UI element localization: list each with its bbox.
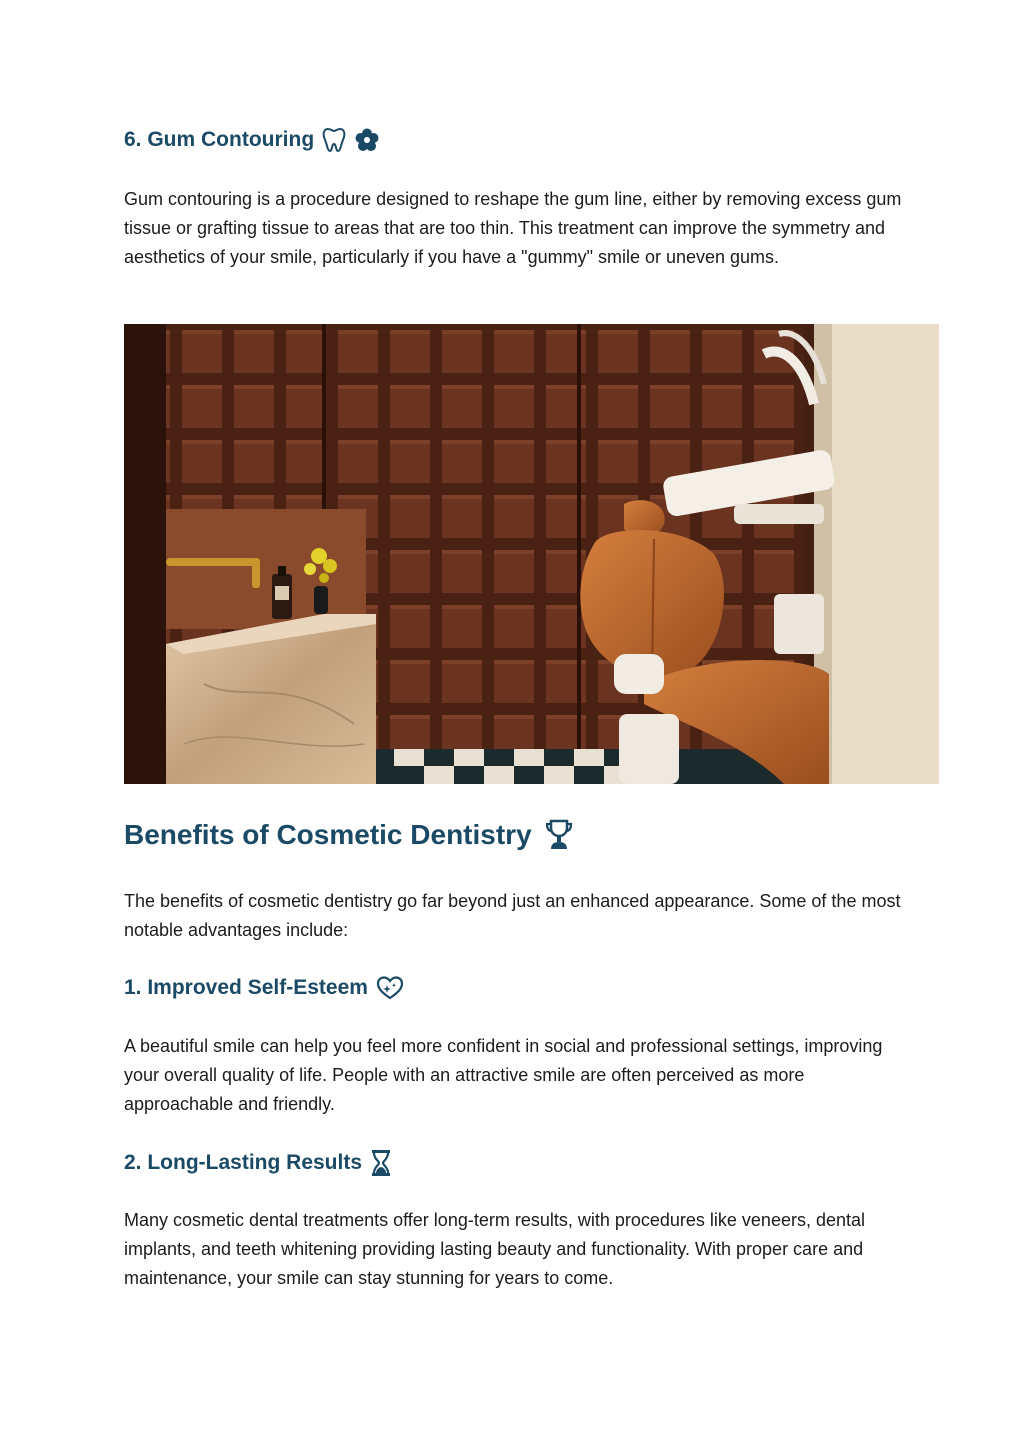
gum-contouring-heading	[124, 127, 380, 153]
dental-clinic-photo	[124, 324, 939, 784]
long-lasting-title: 2. Long-Lasting Results	[124, 1151, 363, 1174]
trophy-icon	[544, 818, 574, 852]
benefits-heading	[124, 818, 574, 852]
gum-contouring-title: 6. Gum Contouring	[124, 128, 315, 151]
gum-contouring-paragraph: Gum contouring is a procedure designed to reshape the gum line, either by removing excess gum tissue or grafting tissue to areas that are too thin. This treatment can improve the symmetry and aesthetics of your smile, particularly if you have a "gummy" smile or uneven gums.	[124, 189, 902, 267]
benefits-intro: The benefits of cosmetic dentistry go far beyond just an enhanced appearance. Some of the most notable advantages include:	[124, 891, 901, 940]
tooth-icon	[322, 127, 346, 153]
self-esteem-paragraph: A beautiful smile can help you feel more confident in social and professional settings, improving your overall quality of life. People with an attractive smile are often perceived as more approachable and friendly.	[124, 1036, 883, 1114]
long-lasting-paragraph: Many cosmetic dental treatments offer long-term results, with procedures like veneers, dental implants, and teeth whitening providing lasting beauty and functionality. With proper care and maintenance, your smile can stay stunning for years to come.	[124, 1210, 866, 1288]
flower-icon	[354, 127, 380, 153]
self-esteem-title: 1. Improved Self-Esteem	[124, 976, 368, 999]
self-esteem-heading	[124, 975, 404, 1001]
heart-sparkle-icon	[376, 975, 404, 1001]
hourglass-icon	[370, 1149, 392, 1177]
long-lasting-heading	[124, 1149, 392, 1177]
benefits-title: Benefits of Cosmetic Dentistry	[124, 819, 532, 850]
